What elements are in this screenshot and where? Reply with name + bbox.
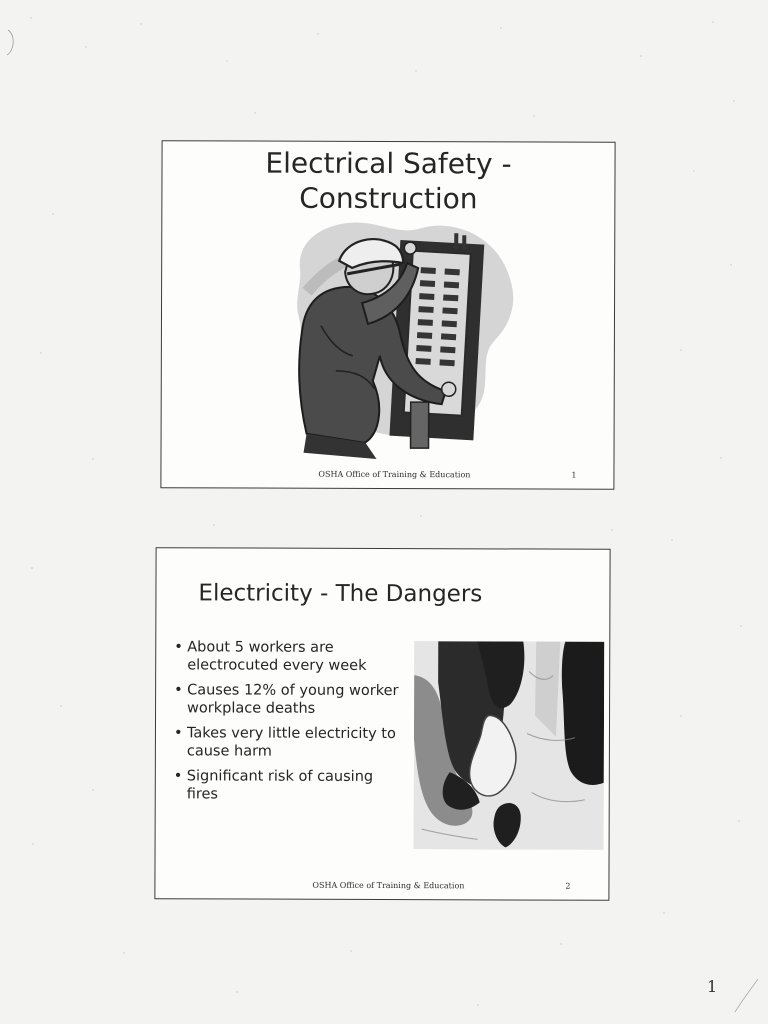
slide-2-number: 2 — [565, 881, 571, 891]
page-number: 1 — [707, 977, 718, 996]
danger-1-line-1: About 5 workers are — [187, 639, 334, 656]
worker-electrical-panel-illustration — [161, 141, 615, 490]
list-item — [174, 681, 399, 718]
danger-4-line-2: fires — [186, 786, 219, 803]
danger-3-line-2: cause harm — [186, 743, 272, 760]
danger-2-line-1: Causes 12% of young worker — [187, 682, 399, 700]
danger-4-line-1: Significant risk of causing — [186, 768, 374, 785]
danger-2-line-2: workplace deaths — [187, 700, 316, 717]
slide-1 — [160, 140, 615, 490]
list-item — [174, 767, 399, 804]
list-item — [174, 724, 399, 761]
slide-2 — [154, 547, 610, 901]
slide-1-footer: OSHA Office of Training & Education — [318, 469, 471, 480]
slide-1-number: 1 — [571, 470, 577, 480]
danger-3-line-1: Takes very little electricity to — [186, 725, 396, 743]
danger-list — [174, 638, 400, 811]
burned-feet-photo — [414, 641, 605, 850]
slide-1-title-line-1: Electrical Safety - — [265, 146, 512, 181]
slide-1-title-line-2: Construction — [299, 181, 478, 216]
slide-2-title: Electricity - The Dangers — [198, 580, 483, 608]
list-item — [174, 638, 399, 675]
danger-1-line-2: electrocuted every week — [187, 657, 367, 674]
slide-2-footer: OSHA Office of Training & Education — [312, 880, 465, 891]
